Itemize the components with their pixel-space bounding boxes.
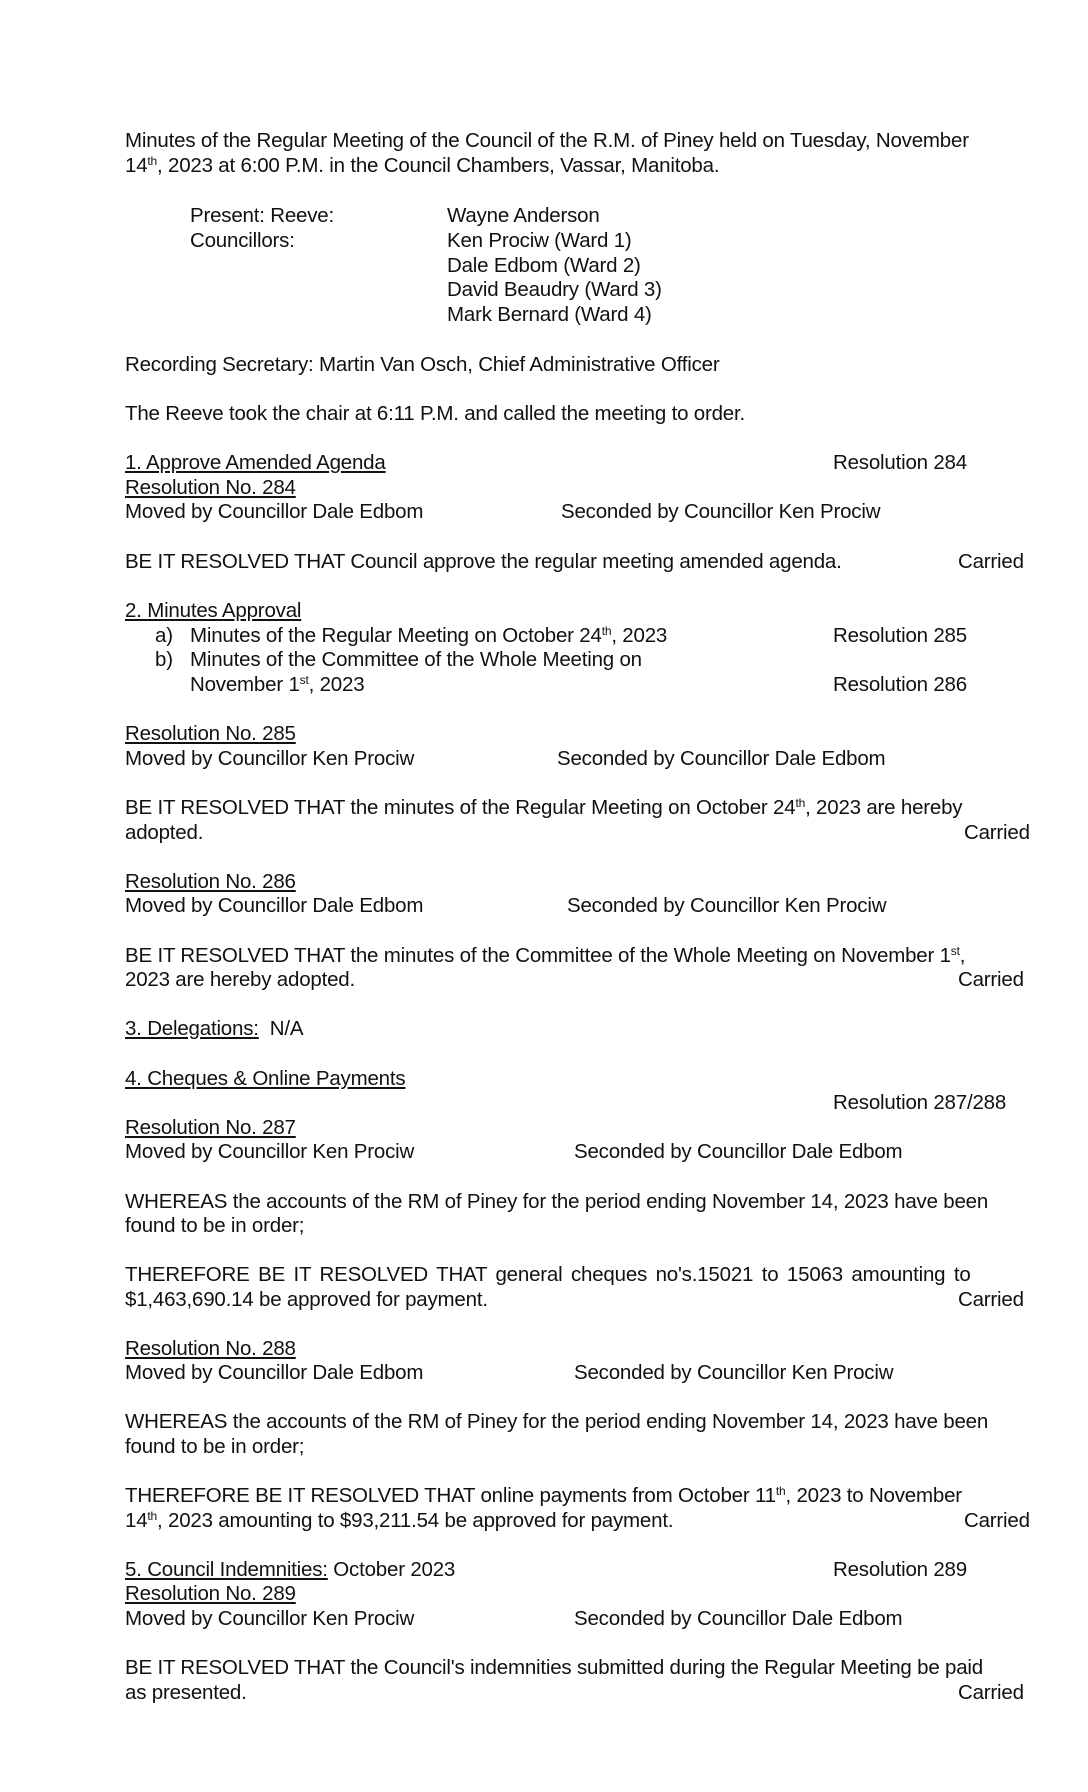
resolution-text-continued: adopted. (125, 821, 204, 844)
moved-by: Moved by Councillor Dale Edbom (125, 500, 424, 523)
councillor-name: David Beaudry (Ward 3) (447, 278, 662, 301)
seconded-by: Seconded by Councillor Ken Prociw (574, 1361, 894, 1384)
section-heading-indemnities: 5. Council Indemnities: (125, 1558, 328, 1581)
whereas-text: WHEREAS the accounts of the RM of Piney for the period ending November 14, 2023 have been (125, 1190, 989, 1213)
delegations-line (125, 1016, 303, 1041)
whereas-text: WHEREAS the accounts of the RM of Piney for the period ending November 14, 2023 have been (125, 1410, 989, 1433)
moved-by: Moved by Councillor Ken Prociw (125, 747, 415, 770)
resolution-number: Resolution No. 285 (125, 722, 296, 745)
list-marker: b) (155, 648, 173, 671)
reeve-label: Present: Reeve: (190, 204, 334, 227)
resolution-ref: Resolution 287/288 (833, 1091, 1007, 1114)
therefore-text-continued: $1,463,690.14 be approved for payment. (125, 1288, 488, 1311)
resolution-text-continued: as presented. (125, 1681, 247, 1704)
resolution-number: Resolution No. 286 (125, 870, 296, 893)
resolution-text-continued: 2023 are hereby adopted. (125, 968, 355, 991)
list-item: Minutes of the Committee of the Whole Meeting on (190, 648, 642, 671)
list-item: Minutes of the Regular Meeting on October 24th, 2023 (190, 624, 668, 647)
section-heading-delegations: 3. Delegations: (125, 1017, 259, 1040)
section-heading-agenda: 1. Approve Amended Agenda (125, 451, 386, 474)
status-carried: Carried (958, 1288, 1024, 1311)
indemnities-value: October 2023 (333, 1558, 456, 1581)
seconded-by: Seconded by Councillor Ken Prociw (567, 894, 887, 917)
resolution-text: BE IT RESOLVED THAT Council approve the regular meeting amended agenda. (125, 550, 842, 573)
resolution-text: BE IT RESOLVED THAT the minutes of the Committee of the Whole Meeting on November 1st, (125, 944, 966, 967)
councillors-label: Councillors: (190, 229, 295, 252)
resolution-number: Resolution No. 284 (125, 476, 296, 499)
status-carried: Carried (958, 1681, 1024, 1704)
resolution-ref: Resolution 286 (833, 673, 967, 696)
therefore-text: THEREFORE BE IT RESOLVED THAT general cheques no's.15021 to 15063 amounting to (125, 1263, 971, 1286)
status-carried: Carried (964, 1509, 1030, 1532)
resolution-ref: Resolution 289 (833, 1558, 967, 1581)
resolution-number: Resolution No. 289 (125, 1582, 296, 1605)
delegations-value: N/A (269, 1017, 304, 1040)
call-to-order: The Reeve took the chair at 6:11 P.M. and called the meeting to order. (125, 402, 745, 425)
indemnities-line (125, 1557, 455, 1582)
moved-by: Moved by Councillor Dale Edbom (125, 894, 424, 917)
councillor-name: Dale Edbom (Ward 2) (447, 254, 641, 277)
status-carried: Carried (958, 550, 1024, 573)
seconded-by: Seconded by Councillor Dale Edbom (574, 1607, 903, 1630)
list-item-continued: November 1st, 2023 (190, 673, 365, 696)
resolution-number: Resolution No. 288 (125, 1337, 296, 1360)
seconded-by: Seconded by Councillor Dale Edbom (574, 1140, 903, 1163)
recording-secretary: Recording Secretary: Martin Van Osch, Chief Administrative Officer (125, 353, 720, 376)
status-carried: Carried (958, 968, 1024, 991)
therefore-text: THEREFORE BE IT RESOLVED THAT online payments from October 11th, 2023 to November (125, 1484, 962, 1507)
seconded-by: Seconded by Councillor Ken Prociw (561, 500, 881, 523)
status-carried: Carried (964, 821, 1030, 844)
resolution-ref: Resolution 284 (833, 451, 967, 474)
section-heading-minutes: 2. Minutes Approval (125, 599, 302, 622)
moved-by: Moved by Councillor Dale Edbom (125, 1361, 424, 1384)
moved-by: Moved by Councillor Ken Prociw (125, 1607, 415, 1630)
moved-by: Moved by Councillor Ken Prociw (125, 1140, 415, 1163)
whereas-text-continued: found to be in order; (125, 1214, 305, 1237)
resolution-ref: Resolution 285 (833, 624, 967, 647)
resolution-text: BE IT RESOLVED THAT the Council's indemnities submitted during the Regular Meeting be paid (125, 1656, 983, 1679)
whereas-text-continued: found to be in order; (125, 1435, 305, 1458)
section-heading-payments: 4. Cheques & Online Payments (125, 1067, 406, 1090)
resolution-text: BE IT RESOLVED THAT the minutes of the Regular Meeting on October 24th, 2023 are hereby (125, 796, 963, 819)
seconded-by: Seconded by Councillor Dale Edbom (557, 747, 886, 770)
intro-line-1: Minutes of the Regular Meeting of the Council of the R.M. of Piney held on Tuesday, November (125, 129, 969, 152)
list-marker: a) (155, 624, 173, 647)
therefore-text-continued: 14th, 2023 amounting to $93,211.54 be approved for payment. (125, 1509, 674, 1532)
councillor-name: Ken Prociw (Ward 1) (447, 229, 632, 252)
councillor-name: Mark Bernard (Ward 4) (447, 303, 652, 326)
intro-line-2: 14th, 2023 at 6:00 P.M. in the Council Chambers, Vassar, Manitoba. (125, 154, 720, 177)
reeve-name: Wayne Anderson (447, 204, 600, 227)
resolution-number: Resolution No. 287 (125, 1116, 296, 1139)
